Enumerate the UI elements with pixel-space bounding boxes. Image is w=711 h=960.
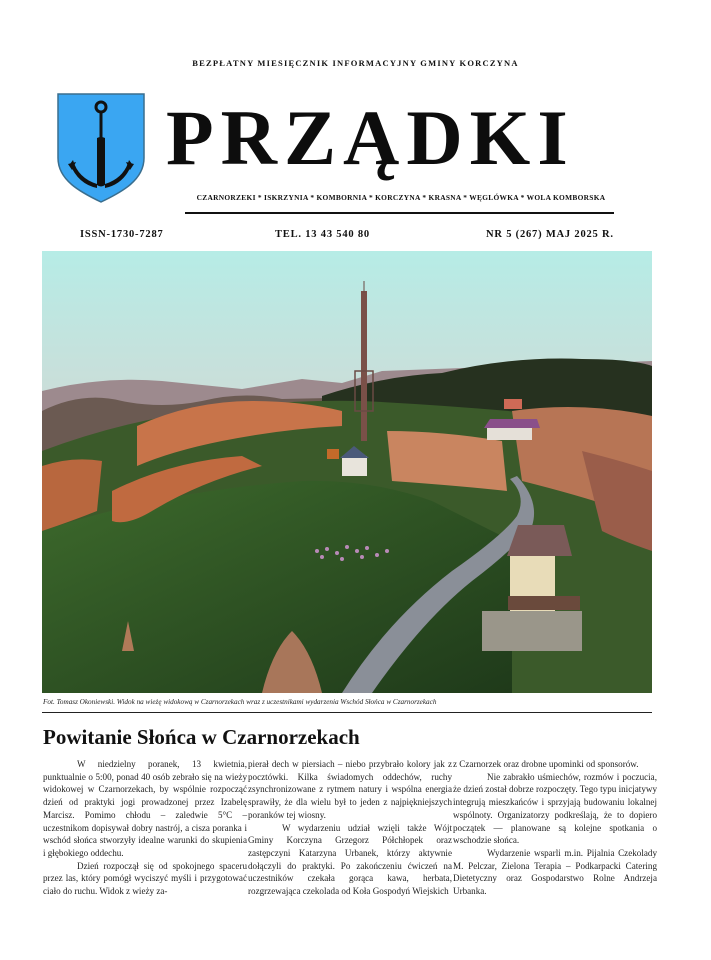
coat-of-arms (56, 92, 146, 204)
masthead-rule (185, 212, 614, 214)
paragraph: Nie zabrakło uśmiechów, rozmów i poczucia, że dzień został dobrze rozpoczęty. Tego typu inicjatywy integrują mieszkańców i sprzyjają budowaniu lokalnej wspólnoty. Organizatorzy podkreślają, że to dopiero początek — planowane są kolejne spotkania o wschodzie słońca. (453, 771, 657, 846)
newspaper-title: PRZĄDKI (166, 94, 575, 181)
paragraph: Dzień rozpoczął się od spokojnego spaceru przez las, który pomógł wyciszyć myśli i przygotować ciało do ruchu. Widok z wieży za- (43, 860, 247, 897)
paragraph: z Czarnorzek oraz drobne upominki od sponsorów. (453, 759, 639, 769)
caption-rule (42, 712, 652, 713)
issue-number: NR 5 (267) MAJ 2025 R. (486, 229, 614, 240)
paragraph: W niedzielny poranek, 13 kwietnia, punktualnie o 5:00, ponad 40 osób zebrało się na wieży widokowej w Czarnorzekach, by wspólnie rozpocząć dzień od praktyki jogi prowadzonej przez Izabelę Marcisz. Pomimo chłodu – zaledwie 5°C – uczestnikom dopisywał dobry nastrój, a cisza poranka i wschód słońca stworzyły idealne warunki do skupienia i głębokiego oddechu. (43, 759, 247, 858)
tagline: BEZPŁATNY MIESIĘCZNIK INFORMACYJNY GMINY KORCZYNA (192, 58, 519, 68)
anchor-coat-of-arms-icon (56, 92, 146, 204)
photo-caption: Fot. Tomasz Okoniewski. Widok na wieżę widokową w Czarnorzekach wraz z uczestnikami wydarzenia Wschód Słońca w Czarnorzekach (43, 698, 437, 706)
phone-number: TEL. 13 43 540 80 (275, 229, 370, 240)
article-column-2 (248, 758, 452, 898)
paragraph: W wydarzeniu udział wzięli także Wójt Gminy Korczyna Grzegorz Półchłopek oraz zastępczyni Katarzyna Urbanek, którzy aktywnie dołączyli do praktyki. Po zakończeniu ćwiczeń na uczestników czekała gorąca kawa, herbata, rozgrzewająca czekolada od Koła Gospodyń Wiejskich (248, 822, 452, 897)
paragraph: Wydarzenie wsparli m.in. Pijalnia Czekolady M. Pelczar, Zielona Terapia – Podkarpacki Catering Dietetyczny oraz Gospodarstwo Rolne Andrzeja Urbanka. (453, 847, 657, 897)
issn: ISSN-1730-7287 (80, 229, 164, 240)
article-column-1 (43, 758, 247, 898)
article-column-3 (453, 758, 657, 898)
article-headline: Powitanie Słońca w Czarnorzekach (43, 725, 360, 749)
paragraph: pierał dech w piersiach – niebo przybrało kolory jak z pocztówki. Kilka świadomych oddechów, ruchy zsynchronizowane z rytmem natury i wspólna energia sprawiły, że dla wielu był to jeden z najpiękniejszych poranków tej wiosny. (248, 759, 452, 820)
villages-list: CZARNORZEKI * ISKRZYNIA * KOMBORNIA * KORCZYNA * KRASNA * WĘGLÓWKA * WOLA KOMBORSKA (196, 193, 606, 202)
cover-photo (42, 251, 652, 693)
